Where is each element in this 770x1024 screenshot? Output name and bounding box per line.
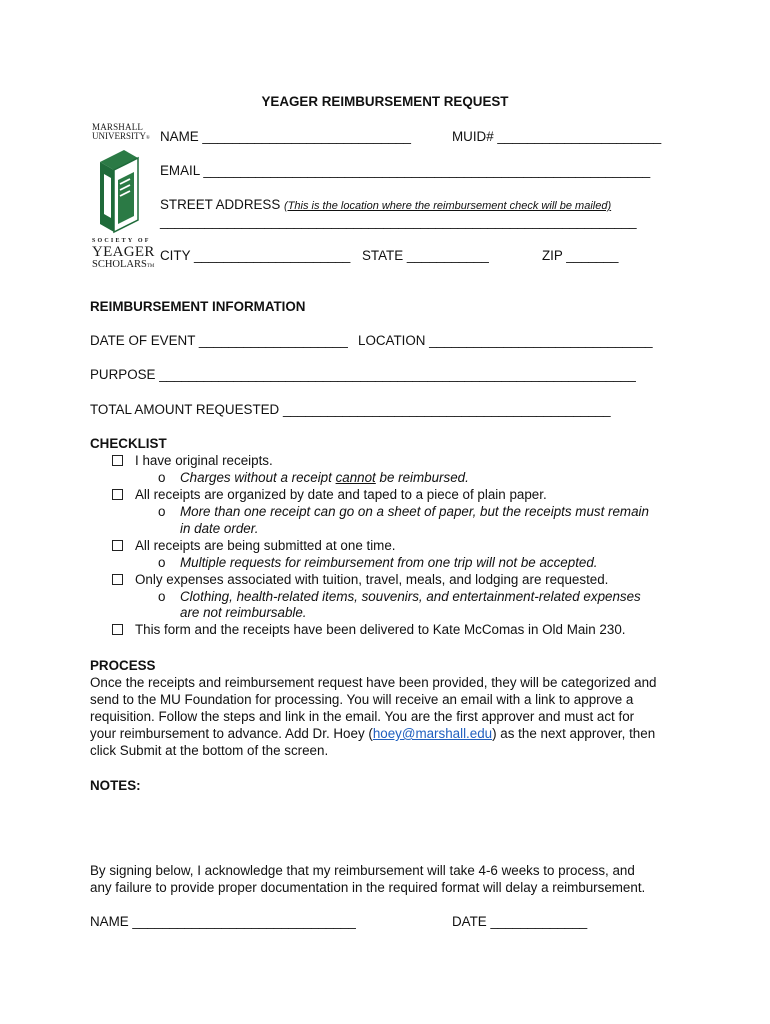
yeager-scholars-logo	[88, 122, 154, 270]
checkbox[interactable]	[112, 540, 123, 551]
process-line: Once the receipts and reimbursement request have been provided, they will be categorized and	[90, 675, 657, 690]
street-address-field[interactable]: ________________________________________________________________	[160, 214, 637, 229]
checklist-heading: CHECKLIST	[90, 436, 167, 451]
notes-heading: NOTES:	[90, 778, 141, 793]
checkbox[interactable]	[112, 574, 123, 585]
process-line: requisition. Follow the steps and link in the email. You are the first approver and must act for	[90, 709, 635, 724]
logo-line-yeager: YEAGER	[92, 244, 155, 260]
total-amount-field[interactable]: TOTAL AMOUNT REQUESTED ____________________________________________	[90, 402, 611, 417]
checklist-subitem: o More than one receipt can go on a sheet of paper, but the receipts must remain	[158, 504, 649, 519]
checklist-item-expenses[interactable]: Only expenses associated with tuition, travel, meals, and lodging are requested.	[112, 572, 608, 587]
purpose-field[interactable]: PURPOSE ________________________________________________________________	[90, 367, 636, 382]
checkbox[interactable]	[112, 489, 123, 500]
process-heading: PROCESS	[90, 658, 156, 673]
checklist-item-original-receipts[interactable]: I have original receipts.	[112, 453, 273, 468]
logo-line-marshall: MARSHALL	[92, 122, 144, 132]
reimbursement-heading: REIMBURSEMENT INFORMATION	[90, 299, 306, 314]
checklist-subitem: o Charges without a receipt cannot be reimbursed.	[158, 470, 469, 485]
notes-area[interactable]	[90, 798, 680, 850]
page-title: YEAGER REIMBURSEMENT REQUEST	[261, 94, 509, 109]
checklist-item-one-time[interactable]: All receipts are being submitted at one time.	[112, 538, 396, 553]
process-line: click Submit at the bottom of the screen.	[90, 743, 329, 758]
logo-emblem-icon	[94, 144, 144, 236]
checklist-subitem-cont: are not reimbursable.	[180, 605, 307, 620]
process-line: send to the MU Foundation for processing. You will receive an email with a link to approve a	[90, 692, 634, 707]
zip-field[interactable]: ZIP _______	[542, 248, 619, 263]
signature-date-field[interactable]: DATE _____________	[452, 914, 588, 929]
checklist-subitem: o Multiple requests for reimbursement from one trip will not be accepted.	[158, 555, 598, 570]
logo-line-society: SOCIETY OF	[92, 238, 151, 244]
acknowledge-line: By signing below, I acknowledge that my reimbursement will take 4-6 weeks to process, and	[90, 863, 635, 878]
checkbox[interactable]	[112, 624, 123, 635]
muid-field[interactable]: MUID# ______________________	[452, 129, 662, 144]
acknowledge-line: any failure to provide proper documentation in the required format will delay a reimbursement.	[90, 880, 646, 895]
checklist-subitem-cont: in date order.	[180, 521, 259, 536]
street-address-note: (This is the location where the reimbursement check will be mailed)	[284, 200, 612, 212]
checklist-item-delivered[interactable]: This form and the receipts have been delivered to Kate McComas in Old Main 230.	[112, 622, 626, 637]
location-field[interactable]: LOCATION ______________________________	[358, 333, 653, 348]
state-field[interactable]: STATE ___________	[362, 248, 489, 263]
street-address-label: STREET ADDRESS (This is the location where the reimbursement check will be mailed)	[160, 197, 612, 212]
date-of-event-field[interactable]: DATE OF EVENT ____________________	[90, 333, 348, 348]
signature-name-field[interactable]: NAME ______________________________	[90, 914, 356, 929]
process-line: your reimbursement to advance. Add Dr. Hoey (hoey@marshall.edu) as the next approver, then	[90, 726, 656, 741]
name-field[interactable]: NAME ____________________________	[160, 129, 411, 144]
checklist-item-organized[interactable]: All receipts are organized by date and taped to a piece of plain paper.	[112, 487, 547, 502]
logo-line-scholars: SCHOLARSTM	[92, 259, 155, 270]
checklist-subitem: o Clothing, health-related items, souvenirs, and entertainment-related expenses	[158, 589, 641, 604]
email-field[interactable]: EMAIL ____________________________________________________________	[160, 163, 651, 178]
logo-line-university: UNIVERSITY®	[92, 131, 150, 141]
city-field[interactable]: CITY _____________________	[160, 248, 351, 263]
checkbox[interactable]	[112, 455, 123, 466]
hoey-email-link[interactable]: hoey@marshall.edu	[372, 726, 493, 741]
